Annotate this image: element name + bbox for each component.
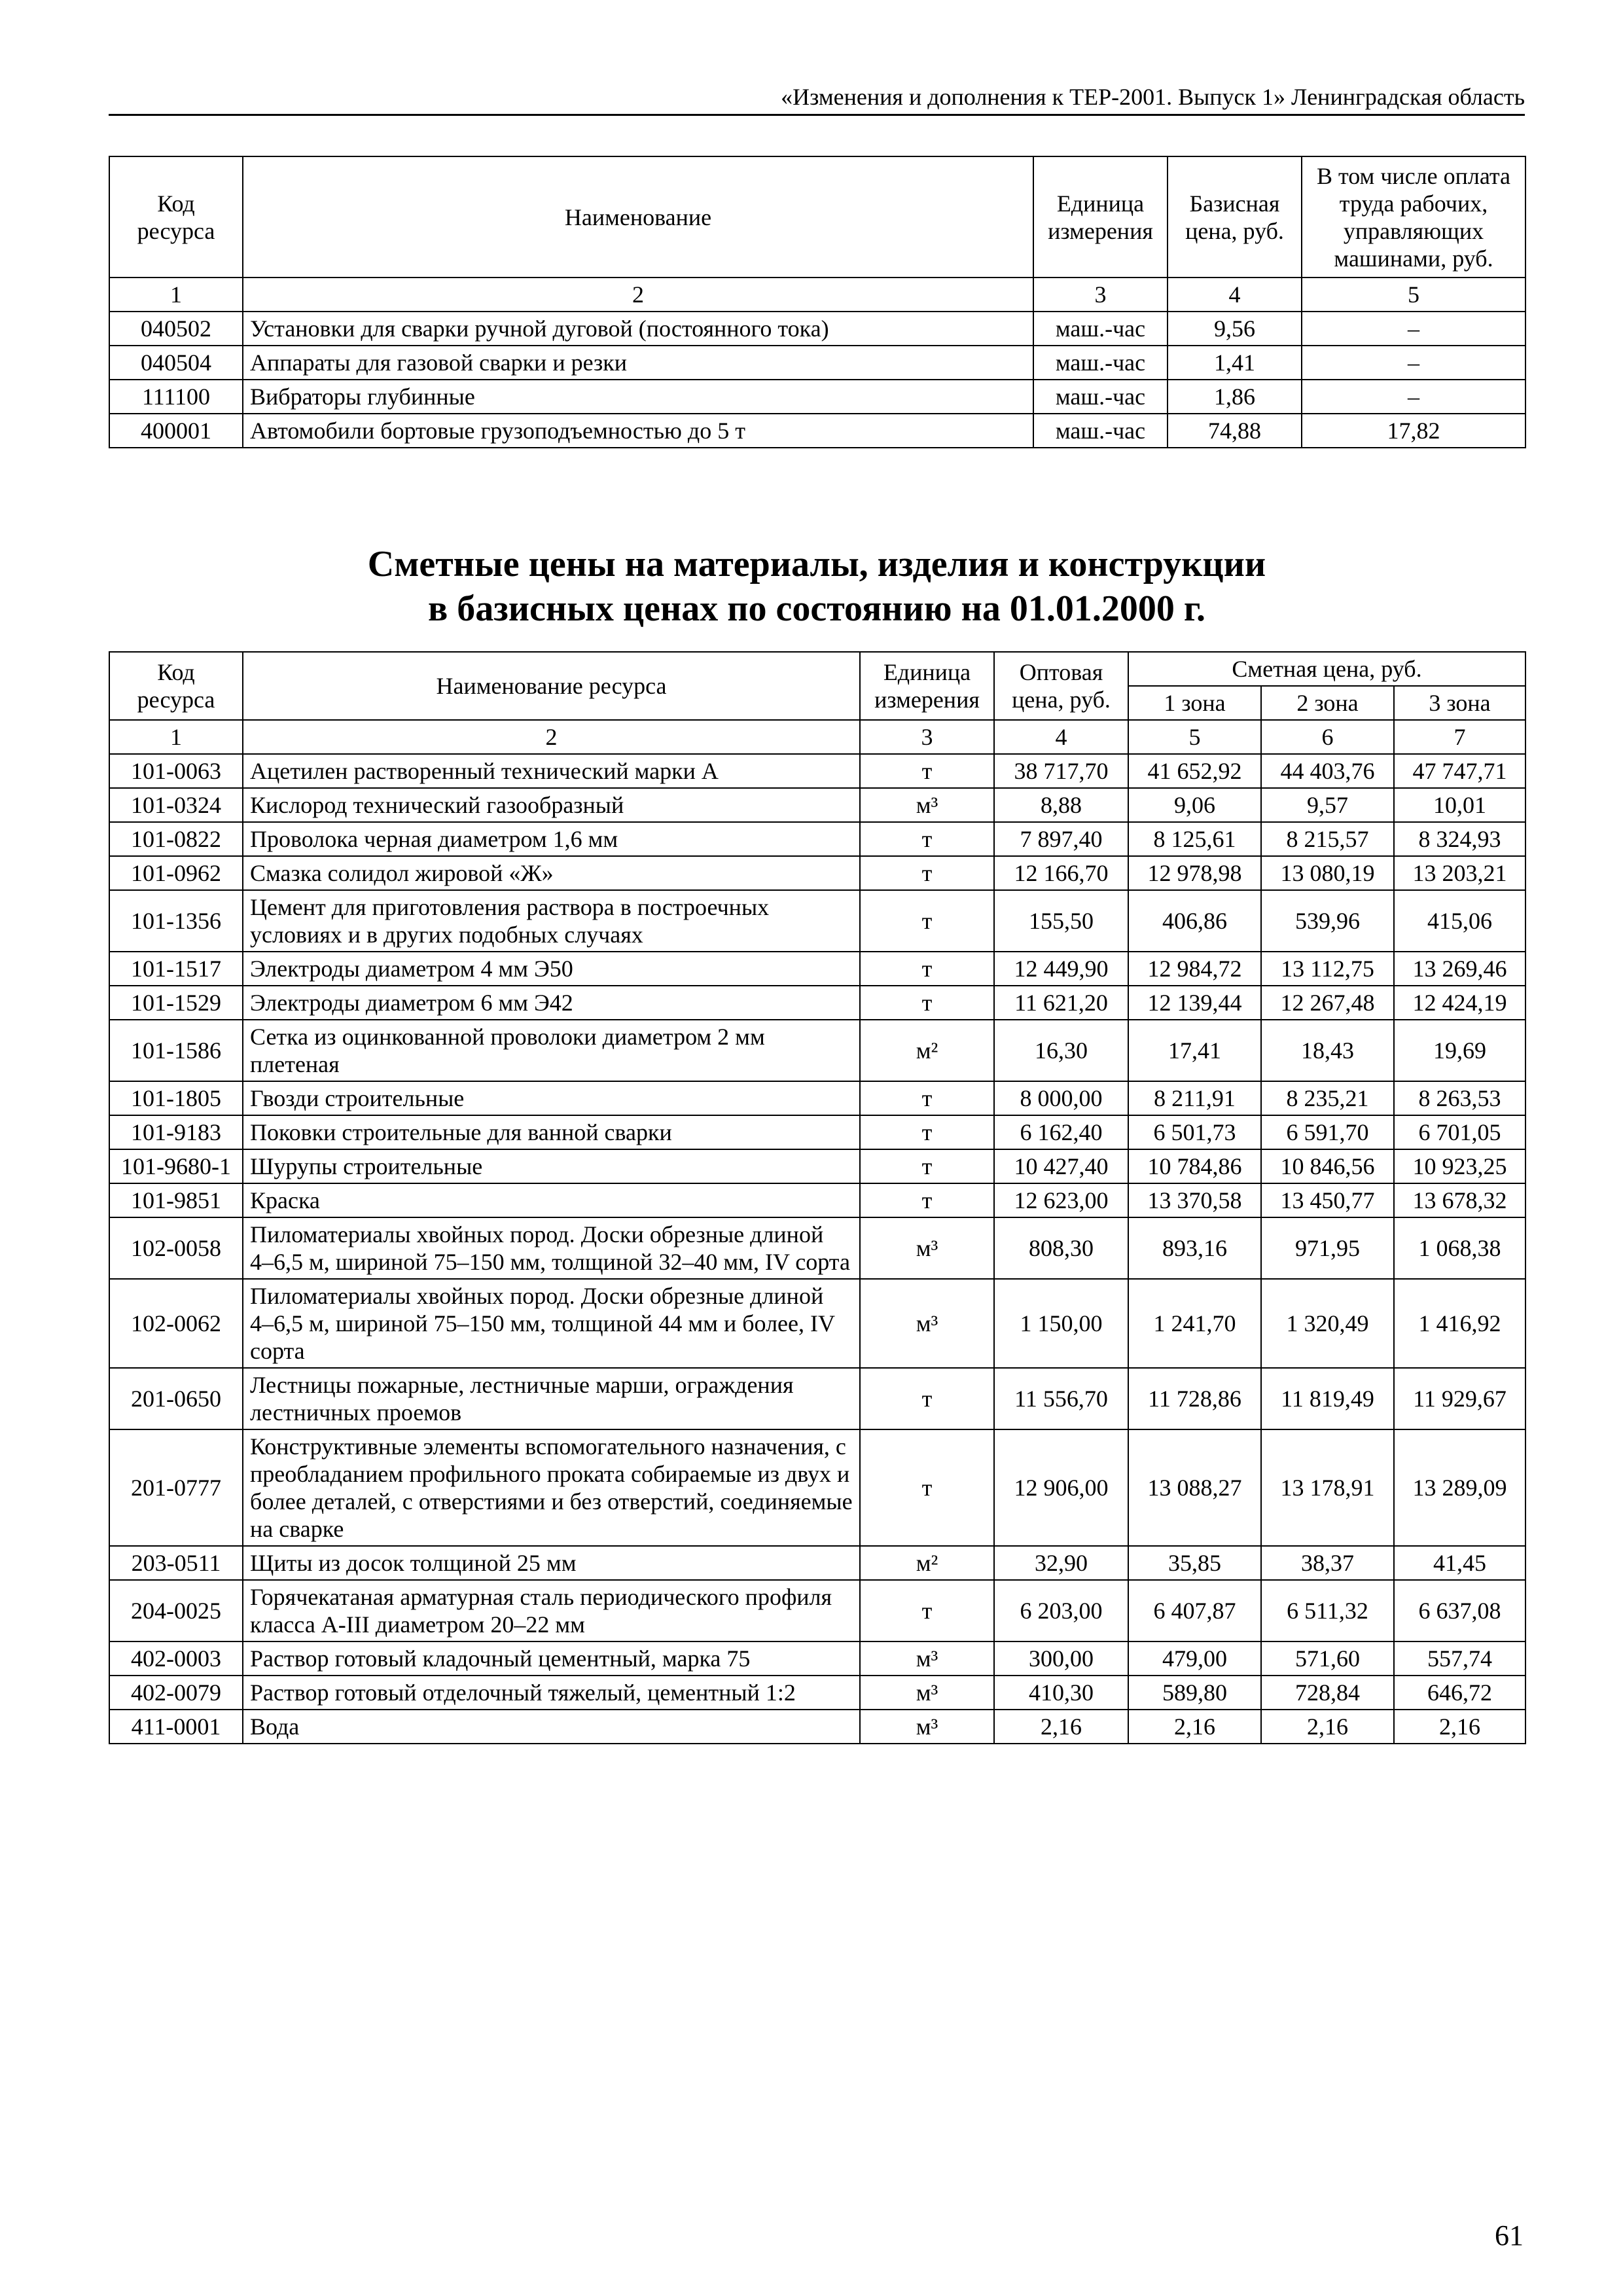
zone1-price: 6 501,73: [1128, 1115, 1261, 1149]
wholesale-price: 8,88: [994, 788, 1128, 822]
unit: т: [860, 754, 994, 788]
zone3-price: 8 263,53: [1394, 1081, 1525, 1115]
wholesale-price: 12 166,70: [994, 856, 1128, 890]
unit: м³: [860, 788, 994, 822]
table-row: [109, 1149, 1525, 1183]
zone2-price: 38,37: [1261, 1546, 1394, 1580]
wholesale-price: 7 897,40: [994, 822, 1128, 856]
table-row: [109, 312, 1525, 346]
zone2-price: 1 320,49: [1261, 1279, 1394, 1368]
resource-name: Сетка из оцинкованной проволоки диаметром 2 мм плетеная: [243, 1020, 860, 1081]
table-row: [109, 380, 1525, 414]
zone1-price: 893,16: [1128, 1217, 1261, 1279]
resource-name: Электроды диаметром 4 мм Э50: [243, 952, 860, 986]
unit: м³: [860, 1217, 994, 1279]
zone1-price: 12 978,98: [1128, 856, 1261, 890]
unit: т: [860, 1115, 994, 1149]
wholesale-price: 11 621,20: [994, 986, 1128, 1020]
resource-name: Электроды диаметром 6 мм Э42: [243, 986, 860, 1020]
zone3-price: 6 637,08: [1394, 1580, 1525, 1641]
resource-name: Вибраторы глубинные: [243, 380, 1033, 414]
zone3-price: 1 416,92: [1394, 1279, 1525, 1368]
table-row: [109, 754, 1525, 788]
wage-price: –: [1302, 312, 1525, 346]
table-row: [109, 890, 1525, 952]
resource-name: Смазка солидол жировой «Ж»: [243, 856, 860, 890]
resource-name: Кислород технический газообразный: [243, 788, 860, 822]
zone3-price: 557,74: [1394, 1641, 1525, 1676]
zone1-price: 10 784,86: [1128, 1149, 1261, 1183]
zone2-price: 8 235,21: [1261, 1081, 1394, 1115]
resource-name: Проволока черная диаметром 1,6 мм: [243, 822, 860, 856]
zone3-price: 1 068,38: [1394, 1217, 1525, 1279]
unit: т: [860, 1368, 994, 1429]
zone1-price: 35,85: [1128, 1546, 1261, 1580]
table-row: [109, 414, 1525, 448]
section-title: [109, 542, 1525, 631]
wholesale-price: 12 449,90: [994, 952, 1128, 986]
zone1-price: 17,41: [1128, 1020, 1261, 1081]
table-row: [109, 788, 1525, 822]
unit: м²: [860, 1546, 994, 1580]
resource-code: 201-0650: [109, 1368, 243, 1429]
zone3-price: 41,45: [1394, 1546, 1525, 1580]
table-row: [109, 1115, 1525, 1149]
zone2-price: 13 080,19: [1261, 856, 1394, 890]
resource-code: 411-0001: [109, 1710, 243, 1744]
wholesale-price: 12 623,00: [994, 1183, 1128, 1217]
resource-code: 101-0962: [109, 856, 243, 890]
resource-name: Раствор готовый кладочный цементный, марка 75: [243, 1641, 860, 1676]
unit: м³: [860, 1710, 994, 1744]
resource-name: Аппараты для газовой сварки и резки: [243, 346, 1033, 380]
column-numbers-row: [109, 278, 1525, 312]
zone1-price: 589,80: [1128, 1676, 1261, 1710]
unit: т: [860, 986, 994, 1020]
resource-name: Пиломатериалы хвойных пород. Доски обрезные длиной 4–6,5 м, шириной 75–150 мм, толщиной 44 мм и более, IV сорта: [243, 1279, 860, 1368]
table-row: [109, 1429, 1525, 1546]
table-row: [109, 1546, 1525, 1580]
section-title-line1: Сметные цены на материалы, изделия и конструкции: [367, 544, 1266, 584]
wholesale-price: 8 000,00: [994, 1081, 1128, 1115]
column-numbers-row: [109, 720, 1525, 754]
zone2-price: 44 403,76: [1261, 754, 1394, 788]
header-code: Код ресурса: [109, 652, 243, 720]
zone1-price: 13 088,27: [1128, 1429, 1261, 1546]
wholesale-price: 6 162,40: [994, 1115, 1128, 1149]
resource-name: Автомобили бортовые грузоподъемностью до 5 т: [243, 414, 1033, 448]
table-row: [109, 822, 1525, 856]
header-unit: Единица измерения: [1033, 156, 1168, 278]
table-row: [109, 1217, 1525, 1279]
resource-code: 201-0777: [109, 1429, 243, 1546]
resource-name: Гвозди строительные: [243, 1081, 860, 1115]
zone3-price: 47 747,71: [1394, 754, 1525, 788]
unit: маш.-час: [1033, 312, 1168, 346]
zone2-price: 728,84: [1261, 1676, 1394, 1710]
resource-code: 101-0822: [109, 822, 243, 856]
zone2-price: 2,16: [1261, 1710, 1394, 1744]
resource-code: 101-1517: [109, 952, 243, 986]
table-row: [109, 1710, 1525, 1744]
zone3-price: 10,01: [1394, 788, 1525, 822]
header-unit: Единица измерения: [860, 652, 994, 720]
unit: т: [860, 1429, 994, 1546]
header-rule: [109, 114, 1525, 116]
wholesale-price: 2,16: [994, 1710, 1128, 1744]
unit: т: [860, 1580, 994, 1641]
resource-name: Лестницы пожарные, лестничные марши, ограждения лестничных проемов: [243, 1368, 860, 1429]
wage-price: –: [1302, 380, 1525, 414]
column-number: 2: [243, 278, 1033, 312]
running-header: «Изменения и дополнения к ТЕР-2001. Выпуск 1» Ленинградская область: [781, 84, 1525, 110]
wholesale-price: 11 556,70: [994, 1368, 1128, 1429]
zone1-price: 12 984,72: [1128, 952, 1261, 986]
zone2-price: 11 819,49: [1261, 1368, 1394, 1429]
column-number: 6: [1261, 720, 1394, 754]
header-name: Наименование ресурса: [243, 652, 860, 720]
zone1-price: 2,16: [1128, 1710, 1261, 1744]
resource-name: Раствор готовый отделочный тяжелый, цементный 1:2: [243, 1676, 860, 1710]
table-row: [109, 856, 1525, 890]
wholesale-price: 38 717,70: [994, 754, 1128, 788]
wholesale-price: 155,50: [994, 890, 1128, 952]
zone1-price: 406,86: [1128, 890, 1261, 952]
header-code: Код ресурса: [109, 156, 243, 278]
column-number: 5: [1302, 278, 1525, 312]
resource-code: 101-1356: [109, 890, 243, 952]
resource-code: 101-9851: [109, 1183, 243, 1217]
resource-code: 204-0025: [109, 1580, 243, 1641]
header-estimate: Сметная цена, руб.: [1128, 652, 1525, 686]
wholesale-price: 16,30: [994, 1020, 1128, 1081]
wage-price: –: [1302, 346, 1525, 380]
table-row: [109, 1676, 1525, 1710]
column-number: 3: [1033, 278, 1168, 312]
resource-code: 101-1586: [109, 1020, 243, 1081]
resource-code: 040504: [109, 346, 243, 380]
resource-name: Установки для сварки ручной дуговой (постоянного тока): [243, 312, 1033, 346]
base-price: 1,41: [1168, 346, 1302, 380]
unit: т: [860, 890, 994, 952]
column-number: 1: [109, 278, 243, 312]
zone2-price: 9,57: [1261, 788, 1394, 822]
resource-name: Вода: [243, 1710, 860, 1744]
header-zone2: 2 зона: [1261, 686, 1394, 720]
table-row: [109, 1279, 1525, 1368]
resource-code: 203-0511: [109, 1546, 243, 1580]
zone2-price: 8 215,57: [1261, 822, 1394, 856]
header-wholesale: Оптовая цена, руб.: [994, 652, 1128, 720]
zone1-price: 479,00: [1128, 1641, 1261, 1676]
resource-code: 101-0063: [109, 754, 243, 788]
zone1-price: 8 211,91: [1128, 1081, 1261, 1115]
unit: м³: [860, 1641, 994, 1676]
column-number: 3: [860, 720, 994, 754]
zone2-price: 13 178,91: [1261, 1429, 1394, 1546]
column-number: 4: [1168, 278, 1302, 312]
zone3-price: 13 678,32: [1394, 1183, 1525, 1217]
resource-name: Горячекатаная арматурная сталь периодического профиля класса А-III диаметром 20–22 мм: [243, 1580, 860, 1641]
resource-name: Цемент для приготовления раствора в построечных условиях и в других подобных случаях: [243, 890, 860, 952]
resource-code: 101-9680-1: [109, 1149, 243, 1183]
zone2-price: 10 846,56: [1261, 1149, 1394, 1183]
resource-name: Краска: [243, 1183, 860, 1217]
unit: м³: [860, 1279, 994, 1368]
column-number: 5: [1128, 720, 1261, 754]
zone2-price: 6 511,32: [1261, 1580, 1394, 1641]
machine-prices-table: [109, 156, 1526, 448]
header-name: Наименование: [243, 156, 1033, 278]
resource-name: Щиты из досок толщиной 25 мм: [243, 1546, 860, 1580]
zone1-price: 9,06: [1128, 788, 1261, 822]
resource-code: 101-1529: [109, 986, 243, 1020]
wholesale-price: 808,30: [994, 1217, 1128, 1279]
zone1-price: 1 241,70: [1128, 1279, 1261, 1368]
wholesale-price: 300,00: [994, 1641, 1128, 1676]
zone2-price: 971,95: [1261, 1217, 1394, 1279]
table-row: [109, 1368, 1525, 1429]
resource-name: Конструктивные элементы вспомогательного назначения, с преобладанием профильного проката собираемые из двух и более деталей, с отверстиями и без отверстий, соединяемые на сварке: [243, 1429, 860, 1546]
resource-code: 102-0058: [109, 1217, 243, 1279]
wage-price: 17,82: [1302, 414, 1525, 448]
unit: маш.-час: [1033, 414, 1168, 448]
header-wage: В том числе оплата труда рабочих, управляющих машинами, руб.: [1302, 156, 1525, 278]
zone3-price: 19,69: [1394, 1020, 1525, 1081]
zone3-price: 646,72: [1394, 1676, 1525, 1710]
column-number: 1: [109, 720, 243, 754]
zone2-price: 18,43: [1261, 1020, 1394, 1081]
unit: т: [860, 1149, 994, 1183]
zone2-price: 13 112,75: [1261, 952, 1394, 986]
unit: маш.-час: [1033, 380, 1168, 414]
zone2-price: 13 450,77: [1261, 1183, 1394, 1217]
zone2-price: 6 591,70: [1261, 1115, 1394, 1149]
zone3-price: 6 701,05: [1394, 1115, 1525, 1149]
resource-name: Пиломатериалы хвойных пород. Доски обрезные длиной 4–6,5 м, шириной 75–150 мм, толщиной 32–40 мм, IV сорта: [243, 1217, 860, 1279]
zone1-price: 12 139,44: [1128, 986, 1261, 1020]
wholesale-price: 6 203,00: [994, 1580, 1128, 1641]
wholesale-price: 12 906,00: [994, 1429, 1128, 1546]
zone3-price: 11 929,67: [1394, 1368, 1525, 1429]
unit: т: [860, 952, 994, 986]
resource-code: 402-0003: [109, 1641, 243, 1676]
zone3-price: 13 289,09: [1394, 1429, 1525, 1546]
resource-code: 102-0062: [109, 1279, 243, 1368]
zone1-price: 6 407,87: [1128, 1580, 1261, 1641]
unit: т: [860, 856, 994, 890]
zone3-price: 2,16: [1394, 1710, 1525, 1744]
resource-code: 101-1805: [109, 1081, 243, 1115]
unit: т: [860, 822, 994, 856]
unit: м²: [860, 1020, 994, 1081]
zone3-price: 10 923,25: [1394, 1149, 1525, 1183]
resource-name: Шурупы строительные: [243, 1149, 860, 1183]
section-title-line2: в базисных ценах по состоянию на 01.01.2000 г.: [428, 588, 1205, 629]
zone3-price: 415,06: [1394, 890, 1525, 952]
wholesale-price: 1 150,00: [994, 1279, 1128, 1368]
resource-name: Поковки строительные для ванной сварки: [243, 1115, 860, 1149]
header-zone3: 3 зона: [1394, 686, 1525, 720]
table-row: [109, 1641, 1525, 1676]
wholesale-price: 32,90: [994, 1546, 1128, 1580]
table-row: [109, 346, 1525, 380]
zone3-price: 12 424,19: [1394, 986, 1525, 1020]
base-price: 1,86: [1168, 380, 1302, 414]
zone1-price: 41 652,92: [1128, 754, 1261, 788]
header-zone1: 1 зона: [1128, 686, 1261, 720]
zone2-price: 539,96: [1261, 890, 1394, 952]
resource-code: 101-0324: [109, 788, 243, 822]
resource-code: 111100: [109, 380, 243, 414]
table-row: [109, 1580, 1525, 1641]
materials-prices-table: [109, 651, 1526, 1744]
base-price: 9,56: [1168, 312, 1302, 346]
column-number: 4: [994, 720, 1128, 754]
zone3-price: 8 324,93: [1394, 822, 1525, 856]
table-row: [109, 1081, 1525, 1115]
column-number: 7: [1394, 720, 1525, 754]
zone1-price: 8 125,61: [1128, 822, 1261, 856]
zone3-price: 13 203,21: [1394, 856, 1525, 890]
table-row: [109, 952, 1525, 986]
base-price: 74,88: [1168, 414, 1302, 448]
resource-code: 402-0079: [109, 1676, 243, 1710]
wholesale-price: 410,30: [994, 1676, 1128, 1710]
zone2-price: 12 267,48: [1261, 986, 1394, 1020]
table-row: [109, 1183, 1525, 1217]
table-row: [109, 986, 1525, 1020]
zone2-price: 571,60: [1261, 1641, 1394, 1676]
table-row: [109, 1020, 1525, 1081]
unit: т: [860, 1081, 994, 1115]
page-number: 61: [1495, 2219, 1524, 2251]
unit: маш.-час: [1033, 346, 1168, 380]
zone1-price: 11 728,86: [1128, 1368, 1261, 1429]
unit: т: [860, 1183, 994, 1217]
column-number: 2: [243, 720, 860, 754]
resource-code: 400001: [109, 414, 243, 448]
zone3-price: 13 269,46: [1394, 952, 1525, 986]
zone1-price: 13 370,58: [1128, 1183, 1261, 1217]
wholesale-price: 10 427,40: [994, 1149, 1128, 1183]
header-price: Базисная цена, руб.: [1168, 156, 1302, 278]
unit: м³: [860, 1676, 994, 1710]
resource-name: Ацетилен растворенный технический марки А: [243, 754, 860, 788]
resource-code: 040502: [109, 312, 243, 346]
resource-code: 101-9183: [109, 1115, 243, 1149]
